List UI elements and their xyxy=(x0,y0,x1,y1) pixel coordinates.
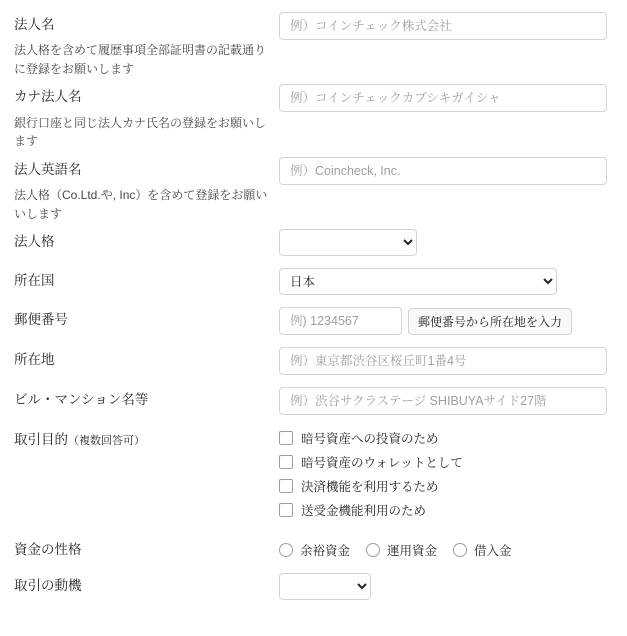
fund-nature-radio-item[interactable] xyxy=(366,541,437,559)
field-address xyxy=(279,345,607,375)
field-company-name xyxy=(279,10,607,40)
country-select[interactable] xyxy=(279,268,557,295)
label-address-text: 所在地 xyxy=(14,352,55,368)
form-row-country xyxy=(14,266,607,295)
purpose-option-label: 暗号資産への投資のため xyxy=(301,432,439,447)
form-row-fund-nature xyxy=(14,535,607,560)
field-corporate-type xyxy=(279,227,607,256)
form-row-corporate-type xyxy=(14,227,607,256)
label-company-name-text: 法人名 xyxy=(14,17,55,32)
field-postal-code xyxy=(279,305,607,335)
label-country-text: 所在国 xyxy=(14,273,55,289)
label-purpose-main: 取引目的 xyxy=(14,432,68,448)
fund-nature-option-label: 余裕資金 xyxy=(300,544,351,559)
fund-nature-radio-item[interactable] xyxy=(453,541,512,559)
purpose-option-label: 暗号資産のウォレットとして xyxy=(301,456,463,471)
checkbox-icon[interactable] xyxy=(279,431,293,445)
company-english-input[interactable] xyxy=(279,157,607,185)
address-input[interactable] xyxy=(279,347,607,375)
label-company-kana xyxy=(14,82,279,150)
checkbox-icon[interactable] xyxy=(279,479,293,493)
fund-nature-radio-item[interactable] xyxy=(279,541,350,559)
fund-nature-option-label: 借入金 xyxy=(474,544,512,559)
radio-icon[interactable] xyxy=(366,543,380,557)
label-corporate-type-text: 法人格 xyxy=(14,234,55,250)
checkbox-icon[interactable] xyxy=(279,455,293,469)
field-company-kana xyxy=(279,82,607,112)
fund-nature-option-label: 運用資金 xyxy=(387,544,438,559)
radio-icon[interactable] xyxy=(279,543,293,557)
form-row-building xyxy=(14,385,607,415)
field-fund-nature xyxy=(279,535,607,559)
lookup-address-button[interactable]: 郵便番号から所在地を入力 xyxy=(408,308,572,335)
label-postal-code xyxy=(14,305,279,330)
form-row-address xyxy=(14,345,607,375)
label-company-english-help: 法人格（Co.Ltd.や, Inc）を含めて登録をお願いいします xyxy=(14,188,268,221)
label-purpose-text xyxy=(14,430,271,450)
field-motivation xyxy=(279,571,607,600)
label-company-name-help: 法人格を含めて履歴事項全部証明書の記載通りに登録をお願いします xyxy=(14,43,267,76)
form-row-company-english xyxy=(14,155,607,223)
radio-icon[interactable] xyxy=(453,543,467,557)
field-building xyxy=(279,385,607,415)
label-company-name xyxy=(14,10,279,78)
form-row-company-name xyxy=(14,10,607,78)
label-postal-code-text: 郵便番号 xyxy=(14,312,68,328)
label-company-english-text: 法人英語名 xyxy=(14,161,82,177)
label-company-kana-help: 銀行口座と同じ法人カナ氏名の登録をお願いします xyxy=(14,115,267,149)
corporate-type-select[interactable] xyxy=(279,229,417,256)
company-kana-input[interactable] xyxy=(279,84,607,112)
label-purpose-note: （複数回答可） xyxy=(68,435,145,448)
label-country xyxy=(14,266,279,291)
purpose-option-label: 決済機能を利用するため xyxy=(301,480,439,495)
form-row-motivation xyxy=(14,571,607,600)
purpose-checkbox-item[interactable] xyxy=(279,429,607,447)
form-row-postal-code xyxy=(14,305,607,335)
field-country xyxy=(279,266,607,295)
label-fund-nature-text: 資金の性格 xyxy=(14,542,82,558)
label-company-kana-text: カナ法人名 xyxy=(14,89,82,105)
field-purpose xyxy=(279,425,607,525)
purpose-checkbox-item[interactable] xyxy=(279,477,607,495)
label-fund-nature xyxy=(14,535,279,560)
label-company-english xyxy=(14,155,279,223)
building-input[interactable] xyxy=(279,387,607,415)
purpose-checkbox-item[interactable] xyxy=(279,501,607,519)
label-building xyxy=(14,385,279,410)
motivation-select[interactable] xyxy=(279,573,371,600)
postal-code-input[interactable] xyxy=(279,307,402,335)
label-building-text: ビル・マンション名等 xyxy=(14,392,149,408)
field-company-english xyxy=(279,155,607,185)
purpose-checkbox-item[interactable] xyxy=(279,453,607,471)
form-row-company-kana xyxy=(14,82,607,150)
form-row-purpose xyxy=(14,425,607,525)
company-name-input[interactable] xyxy=(279,12,607,40)
label-purpose xyxy=(14,425,279,450)
label-corporate-type xyxy=(14,227,279,252)
purpose-option-label: 送受金機能利用のため xyxy=(301,504,427,519)
label-motivation-text: 取引の動機 xyxy=(14,577,82,593)
checkbox-icon[interactable] xyxy=(279,503,293,517)
label-motivation xyxy=(14,571,279,596)
label-address xyxy=(14,345,279,370)
